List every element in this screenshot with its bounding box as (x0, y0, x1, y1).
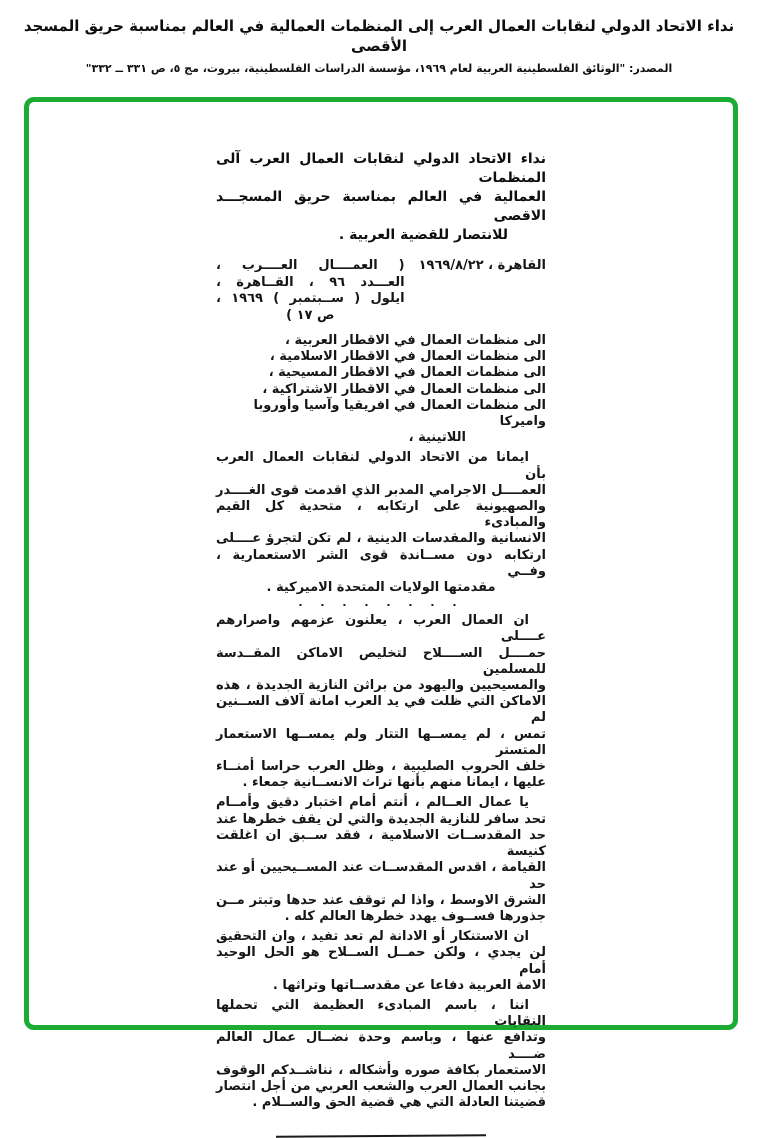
document-title (216, 150, 546, 245)
text-line: العمــــل الاجرامي المدبر الذي اقدمت قوى الغــــدر (216, 482, 546, 498)
page-header (0, 16, 758, 75)
citation-place-date: القاهرة ، ١٩٦٩/٨/٢٢ (418, 258, 546, 273)
text-line: اللاتينية ، (408, 430, 466, 446)
text-line: العـــدد ٩٦ ، القــاهرة ، (216, 274, 405, 290)
page-title: نداء الاتحاد الدولي لنقابات العمال العرب إلى المنظمات العمالية في العالم بمناسبة حريق المسجد الأقصى (23, 17, 735, 55)
text-line: جذورها فســوف يهدد خطرها العالم كله . (284, 908, 546, 924)
citation-source (216, 258, 405, 324)
text-line: الى منظمات العمال في افريقيا وآسيا وأوروبا واميركا (253, 397, 546, 430)
end-rule (276, 1135, 486, 1138)
citation-block (216, 258, 546, 324)
text-line: ارتكابه دون مســاندة قوى الشر الاستعمارية ، وفــي (216, 547, 546, 579)
text-line: ايلول ( ســبتمبر ) ١٩٦٩ ، (216, 291, 405, 306)
text-line: الانسانية والمقدسات الدينية ، لم تكن لتجرؤ عــــلى (216, 531, 546, 547)
paragraph-5 (216, 998, 546, 1111)
text-line: يا عمال العــالم ، أنتم أمام اختبار دقيق وأمــام (216, 795, 529, 811)
document-frame (24, 97, 738, 1111)
text-line: تحد سافر للنازية الجديدة والتي لن يقف خطرها عند (216, 811, 546, 827)
text-line: الامة العربية دفاعا عن مقدســاتها وتراثها . (272, 977, 546, 993)
text-line: الى منظمات العمال في الاقطار الاسلامية ، (269, 349, 546, 365)
text-line: الى منظمات العمال في الاقطار المسيحية ، (268, 365, 546, 381)
text-line: للانتصار للقضية العربية . (338, 227, 508, 243)
text-line: ان العمال العرب ، يعلنون عزمهم واصرارهم عــــلى (216, 613, 546, 645)
text-line: قضيتنا العادلة التي هي قضية الحق والســلام . (252, 1095, 546, 1111)
text-line: عليها ، ايمانا منهم بأنها تراث الانســانية جمعاء . (242, 775, 546, 791)
text-line: وتدافع عنها ، وباسم وحدة نضــال عمال العالم ضــــد (216, 1030, 546, 1062)
source-citation: المصدر: "الوثائق الفلسطينية العربية لعام ١٩٦٩، مؤسسة الدراسات الفلسطينية، بيروت، مج ٥، ص ٣٣١ ــ ٣٣٢" (85, 62, 673, 75)
text-line: تمس ، لم يمســها التتار ولم يمســها الاستعمار المتستر (216, 726, 546, 758)
paragraph-1 (216, 450, 546, 596)
document-content (216, 150, 546, 1137)
text-line: ص ١٧ ) (286, 307, 335, 323)
text-line: لن يجدي ، ولكن حمــل الســلاح هو الحل الوحيد أمام (216, 945, 546, 977)
text-line: والصهيونية على ارتكابه ، متحدية كل القيم والمبادىء (216, 499, 546, 531)
text-line: العمالية في العالم بمناسبة حريق المسجـــد الاقصى (216, 189, 546, 224)
text-line: الاستعمار بكافة صوره وأشكاله ، نناشــدكم الوقوف (216, 1062, 546, 1078)
addressee-list (216, 333, 546, 446)
text-line: الشرق الاوسط ، واذا لم توقف عند حدها وتبتر مــن (216, 892, 546, 908)
text-line: والمسيحيين واليهود من براثن النازية الجديدة ، هذه (216, 678, 546, 694)
text-line: بجانب العمال العرب والشعب العربي من أجل انتصار (216, 1078, 546, 1094)
text-line: ( العمــــال العــــرب ، (216, 258, 405, 273)
text-line: خلف الحروب الصليبية ، وظل العرب حراسا أمنــاء (216, 759, 546, 775)
text-line: مقدمتها الولايات المتحدة الاميركية . (266, 580, 496, 596)
text-line: الى منظمات العمال في الاقطار الاشتراكية ، (262, 381, 546, 397)
text-line: القيامة ، اقدس المقدســات عند المســيحيين أو عند حد (216, 860, 546, 892)
text-line: الاماكن التي ظلت في يد العرب امانة آلاف الســنين لم (216, 694, 546, 726)
paragraph-2 (216, 613, 546, 791)
text-line: ان الاستنكار أو الادانة لم تعد تفيد ، وان التحقيق (216, 929, 529, 945)
dots-separator: . . . . . . . . (298, 596, 464, 610)
paragraph-3 (216, 795, 546, 925)
text-line: الى منظمات العمال في الاقطار العربية ، (285, 333, 546, 348)
text-line: حمــــل الســــلاح لتخليص الاماكن المقــدسة للمسلمين (216, 645, 546, 677)
text-line: حد المقدســات الاسلامية ، فقد ســبق ان اغلقت كنيسة (216, 827, 546, 860)
text-line: اننا ، باسم المبادىء العظيمة التي تحملها النقابات (216, 997, 546, 1030)
text-line: نداء الاتحاد الدولي لنقابات العمال العرب آلى المنظمات (216, 151, 546, 186)
paragraph-4 (216, 929, 546, 994)
text-line: ايمانا من الاتحاد الدولي لنقابات العمال العرب بأن (216, 450, 546, 482)
